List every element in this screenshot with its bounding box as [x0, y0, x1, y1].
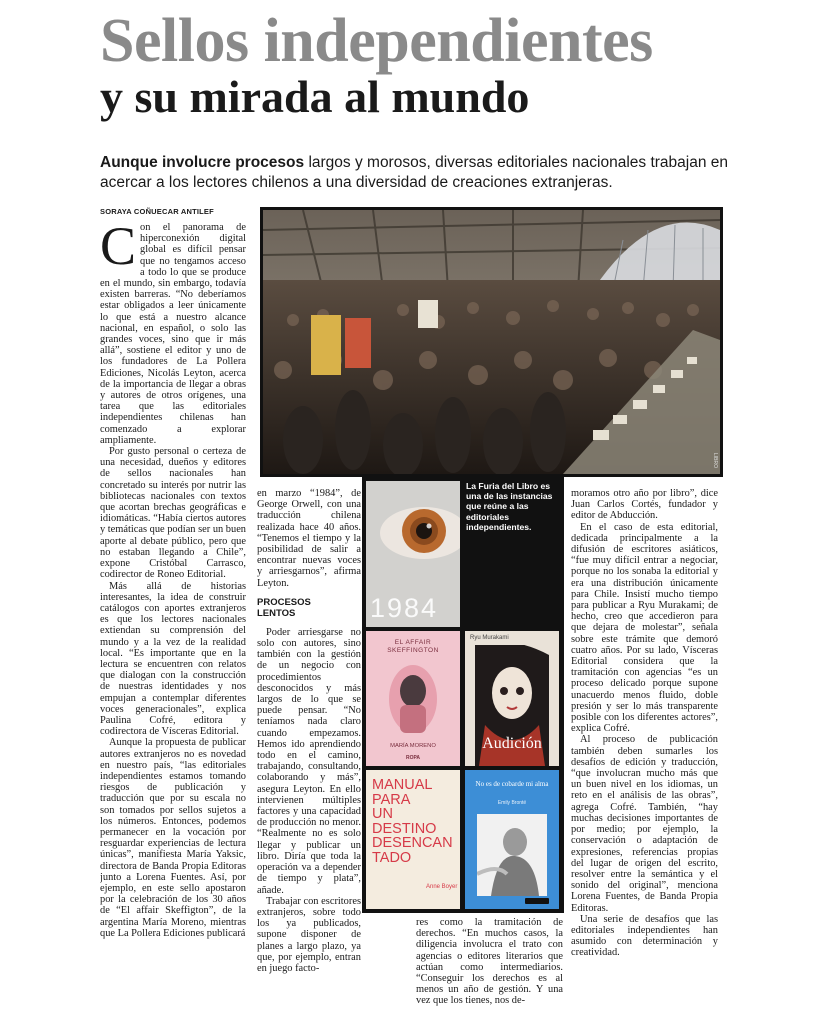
- cover-manual-title-line: MANUAL: [372, 777, 433, 793]
- cover-manual-author: Anne Boyer: [426, 884, 458, 890]
- dropcap: C: [100, 222, 137, 276]
- section-subhead: [257, 597, 361, 619]
- headline: [100, 7, 800, 122]
- paragraph: Poder arriesgarse no solo con autores, sino también con la gestión de un negocio con procedimientos desconocidos y más largos de lo que se puede pensar. “No teníamos nada claro cuando empezamos. Hemos ido aprendiendo todo en el camino, trabajando, consultando, colaborando y más”, asegura Leyton. En ello intervienen múltiples factores y una capacidad de producción no menor. “Realmente no es solo llegar y publicar un libro. Diría que toda la operación va a depender de tiempo y plata”, añade.: [257, 626, 361, 896]
- subhead-line-2: LENTOS: [257, 607, 296, 619]
- paragraph: on el panorama de hiperconexión digital global es difícil pensar que no tengamos acceso a todo lo que se produce en el mundo, sin embargo, todavía existen barreras. “No deberíamos estar obligados a leer únicamente lo que está a nuestro alcance nacional, en español, o solo las grandes voces, sino que ir más allá”, sostiene el editor y uno de los fundadores de La Pollera Ediciones, Nicolás Leyton, acerca de la importancia de llegar a obras y autores de otros orígenes, una tarea que las editoriales independientes chilenas han comenzado a explorar ampliamente.: [100, 222, 246, 446]
- cover-manual-title: [372, 778, 453, 865]
- cover-cobarde: [465, 770, 559, 909]
- cover-manual-title-line: DESENCAN: [372, 835, 453, 851]
- article-column-1: [100, 222, 246, 1012]
- cover-1984-title: 1984: [370, 593, 439, 623]
- paragraph: Por gusto personal o certeza de una necesidad, dueños y editores de sellos nacionales han concretado su interés por nutrir las bibliotecas nacionales con textos que acortan brechas geográficas e idiomáticas. “Había ciertos autores y temáticas que podían ser un buen aporte al debate público, pero que no estaban llegando a Chile”, expone Cristóbal Carrasco, codirector de Roneo Editorial.: [100, 446, 246, 581]
- paragraph: res como la tramitación de derechos. “En muchos casos, la diligencia involucra el trato con agencias o editores literarios que actúan como intermediarios. “Conseguir los derechos es al menos un año de gestión. Y una vez que los tienes, nos de-: [416, 917, 563, 1007]
- cover-manual-title-line: DESTINO: [372, 820, 437, 837]
- book-fair-illustration: [263, 210, 720, 474]
- photo-credit: LIBRO: [712, 452, 718, 468]
- deck-lead: Aunque involucre procesos: [100, 154, 305, 171]
- cover-affair-imprint: ROPA: [405, 755, 421, 761]
- subhead-line-1: PROCESOS: [257, 596, 311, 608]
- photo-caption: La Furia del Libro es una de las instancias que reúne a las editoriales independientes.: [466, 481, 553, 532]
- paragraph: En el caso de esta editorial, dedicada principalmente a la difusión de escritores asiáticos, “fue muy difícil entrar a negociar, porque no los sonaba la editorial y era una distribución únicamente para Chile. Insistí mucho tiempo para publicar a Ryu Murakami; de hecho, creo que accedieron para que dejara de molestar”, señala sobre este trámite que demoró cuatro años. Por su lado, Vísceras Editorial considera que la tramitación con agencias “es un proceso delicado porque supone unacuerdo menos fluido, doble presión y ser lo más transparente posible con los diferentes actores”, explica Cofré.: [571, 521, 718, 735]
- paragraph: Al proceso de publicación también deben sumarles los desafíos de edición y traducción, “que involucran mucho más que un buen nivel en los idiomas, un reto en el análisis de las obras”, agrega Cofré. También, “hay muchas decisiones importantes de por medio; por ejemplo, la conservación o adaptación de expresiones, referencias propias del lugar de origen del escrito, resolver entre la semántica y el sonido del original”, menciona Lorena Fuentes, de Banda Propia Editoras.: [571, 734, 718, 914]
- cover-affair-title: EL AFFAIR SKEFFINGTON: [387, 639, 439, 654]
- deck-rest: largos y morosos, diversas editoriales nacionales trabajan en acercar a los lectores chilenos a una diversidad de creaciones extranjeras.: [100, 154, 729, 191]
- cover-manual-title-line: PARA: [372, 791, 411, 808]
- headline-line-1: Sellos independientes: [100, 7, 653, 75]
- paragraph: Más allá de historias interesantes, la idea de construir catálogos con aportes extranjeros es que los lectores nacionales extiendan su comprensión del mundo y a la vez de la realidad local. “Es importante que en la lectura se encuentren con relatos que dialogan con la construcción de nuestras identidades y nos empujan a contemplar diferentes voces generacionales”, explica Paulina Cofré, editora y codirectora de Vísceras Editorial.: [100, 580, 246, 738]
- cover-audicion-author: Ryu Murakami: [470, 635, 509, 641]
- book-fair-photo: [260, 207, 723, 477]
- deck: [100, 153, 740, 193]
- cover-manual: [366, 770, 460, 909]
- paragraph: Aunque la propuesta de publicar autores extranjeros no es novedad en nuestro país, “las editoriales independientes estamos tomando riesgos de publicación y traducción que por su escala no son tomados por sellos sujetos a los números. Entonces, podemos permanecer en la vocación por resguardar experiencias de lectura únicas”, manifiesta María Yaksic, directora de Banda Propia Editoras junto a Lorena Fuentes. Así, por ejemplo, en este sello apostaron por la celebración de los 30 años de “El affair Skeffigton”, de la argentina María Moreno, mientras que La Pollera Ediciones publicará: [100, 737, 246, 939]
- figure-illustration: [477, 814, 547, 896]
- cover-manual-title-line: UN: [372, 806, 393, 822]
- publisher-logo: [525, 898, 549, 904]
- cover-manual-title-line: TADO: [372, 849, 412, 866]
- paragraph: Trabajar con escritores extranjeros, sobre todo los ya publicados, supone disponer de planes a largo plazo, ya que, por ejemplo, entran en juego facto-: [257, 895, 361, 974]
- article-column-3: [416, 917, 563, 1013]
- cover-1984: [366, 481, 460, 627]
- paragraph: en marzo “1984”, de George Orwell, con una traducción chilena realizada hace 40 años. “Tenemos el tiempo y la posibilidad de salir a encontrar nuevas voces y arriesgarnos”, afirma Leyton.: [257, 488, 361, 589]
- cover-cobarde-author: Emily Brontë: [497, 800, 527, 806]
- cover-affair-author: MARÍA MORENO: [390, 743, 436, 749]
- paragraph: moramos otro año por libro”, dice Juan Carlos Cortés, fundador y editor de Abducción.: [571, 488, 718, 522]
- cover-affair-skeffington: [366, 631, 460, 766]
- cover-audicion-title: Audición: [482, 735, 542, 752]
- cover-audicion: [465, 631, 559, 766]
- paragraph: Una serie de desafíos que las editoriales independientes han asumido con determinación y creatividad.: [571, 913, 718, 959]
- cover-cobarde-title: No es de cobarde mi alma: [475, 780, 549, 788]
- article-column-4: [571, 488, 718, 1013]
- byline: SORAYA COÑUECAR ANTILEF: [100, 207, 214, 216]
- portrait-illustration: [384, 661, 442, 739]
- headline-line-2: y su mirada al mundo: [100, 71, 530, 122]
- article-column-2: [257, 488, 361, 1013]
